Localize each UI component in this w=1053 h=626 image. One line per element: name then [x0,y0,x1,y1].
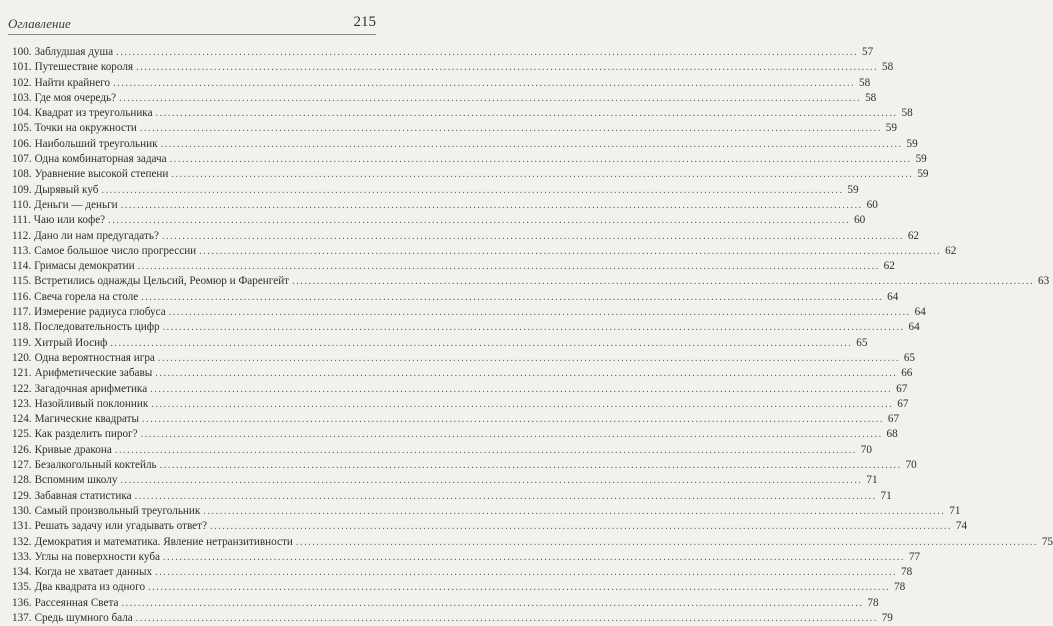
page-number: 215 [353,14,376,30]
entry-number: 131. [12,520,32,533]
toc-entry [12,473,878,488]
entry-number: 117. [12,306,32,319]
dot-leader [169,305,911,320]
entry-number: 106. [12,137,32,150]
entry-title: Как разделить пирог? [34,428,138,441]
entry-number: 135. [12,581,32,594]
entry-title: Безалкогольный коктейль [34,459,157,472]
entry-page-number: 62 [945,244,957,257]
section-title: Оглавление [8,16,71,31]
entry-number: 103. [12,91,32,104]
entry-title: Хитрый Иосиф [34,336,108,349]
entry-page-number: 58 [901,107,913,120]
entry-title: Загадочная арифметика [34,382,148,395]
entry-page-number: 70 [905,459,917,472]
table-of-contents [12,45,1053,626]
entry-title: Последовательность цифр [34,321,160,334]
entry-number: 107. [12,153,32,166]
dot-leader [116,45,858,60]
entry-title: Забавная статистика [34,489,132,502]
entry-title: Одна комбинаторная задача [34,153,167,166]
dot-leader [156,106,898,121]
entry-page-number: 62 [907,229,920,242]
entry-number: 119. [12,336,32,349]
entry-number: 127. [12,459,32,472]
entry-title: Измерение радиуса глобуса [34,306,166,319]
entry-number: 128. [12,474,32,487]
dot-leader [115,443,857,458]
entry-title: Самый произвольный треугольник [34,504,201,517]
toc-entry [12,504,961,519]
entry-title: Наибольший треугольник [34,137,158,150]
dot-leader [160,458,902,473]
toc-entry [12,121,897,136]
dot-leader [136,611,878,626]
entry-page-number: 64 [887,290,899,303]
entry-page-number: 79 [881,611,893,624]
toc-entry [12,550,921,565]
entry-number: 121. [12,367,32,380]
entry-number: 124. [12,413,32,426]
entry-page-number: 58 [882,61,894,74]
entry-page-number: 71 [880,489,892,502]
entry-title: Одна вероятностная игра [34,351,155,364]
dot-leader [199,244,941,259]
entry-title: Углы на поверхности куба [34,550,161,563]
toc-entry [12,427,898,442]
entry-page-number: 70 [860,443,872,456]
dot-leader [135,489,877,504]
toc-entry [12,229,920,244]
entry-title: Назойливый поклонник [34,397,149,410]
toc-entry [12,274,1050,289]
toc-entry [12,152,927,167]
entry-title: Демократия и математика. Явление нетранзитивности [34,535,293,548]
entry-number: 137. [12,611,32,624]
toc-entry [12,106,913,121]
entry-title: Квадрат из треугольника [34,107,153,120]
dot-leader [296,535,1038,550]
entry-title: Решать задачу или угадывать ответ? [34,520,207,533]
toc-entry [12,60,894,75]
toc-entry [12,167,929,182]
entry-title: Заблудшая душа [34,46,114,58]
entry-title: Вспомним школу [34,474,118,487]
entry-page-number: 67 [887,413,900,426]
entry-page-number: 68 [886,428,898,441]
entry-page-number: 58 [859,76,871,89]
entry-number: 105. [12,122,32,135]
dot-leader [121,198,863,213]
toc-entry [12,290,899,305]
toc-entry [12,244,957,259]
entry-number: 123. [12,397,32,410]
entry-title: Дырявый куб [34,183,99,196]
entry-page-number: 74 [955,520,968,533]
entry-title: Чаю или кофе? [33,214,106,227]
entry-number: 136. [12,596,32,609]
entry-page-number: 67 [896,382,908,395]
dot-leader [155,565,897,580]
entry-number: 102. [12,76,32,89]
dot-leader [155,366,897,381]
entry-page-number: 71 [949,504,961,517]
entry-number: 110. [12,198,32,211]
entry-title: Свеча горела на столе [34,290,139,303]
entry-title: Где моя очередь? [34,91,117,104]
entry-page-number: 65 [903,351,915,364]
entry-page-number: 57 [862,46,874,58]
toc-entry [12,443,872,458]
dot-leader [142,412,884,427]
toc-entry [12,382,908,397]
entry-title: Дано ли нам предугадать? [34,229,159,242]
entry-page-number: 77 [908,550,921,563]
toc-entry [12,137,918,152]
entry-title: Встретились однажды Цельсий, Реомюр и Фаренгейт [34,275,290,288]
dot-leader [108,213,850,228]
entry-title: Гримасы демократии [34,260,135,273]
dot-leader [203,504,945,519]
page-header [8,12,376,35]
entry-page-number: 65 [856,336,868,349]
entry-number: 134. [12,566,32,579]
toc-entry [12,535,1053,550]
entry-title: Рассеянная Света [34,596,119,609]
dot-leader [170,152,912,167]
dot-leader [161,137,903,152]
dot-leader [158,351,900,366]
entry-page-number: 64 [914,306,926,319]
toc-entry [12,611,893,626]
dot-leader [292,274,1034,289]
entry-title: Средь шумного бала [34,611,133,624]
toc-entry [12,397,909,412]
entry-page-number: 64 [908,321,920,334]
dot-leader [141,427,883,442]
dot-leader [101,183,843,198]
entry-title: Самое большое число прогрессии [34,244,197,257]
dot-leader [120,473,862,488]
entry-title: Путешествие короля [34,61,134,74]
entry-page-number: 59 [847,183,859,196]
entry-number: 112. [12,229,32,242]
entry-number: 126. [12,443,32,456]
toc-entry [12,213,866,228]
toc-entry [12,320,920,335]
entry-number: 132. [12,535,32,548]
entry-title: Точки на окружности [34,122,137,135]
entry-page-number: 59 [915,153,927,166]
toc-entry [12,519,968,534]
entry-page-number: 66 [901,367,913,380]
entry-page-number: 67 [897,397,909,410]
toc-entry [12,580,906,595]
toc-entry [12,596,879,611]
entry-number: 115. [12,275,32,288]
entry-number: 111. [12,214,31,227]
entry-number: 129. [12,489,32,502]
dot-leader [151,397,893,412]
entry-number: 108. [12,168,32,181]
entry-title: Арифметические забавы [34,367,153,380]
toc-entry [12,45,874,60]
toc-entry [12,76,871,91]
entry-title: Два квадрата из одного [34,581,146,594]
entry-page-number: 63 [1038,275,1050,288]
entry-number: 100. [12,46,32,58]
toc-entry [12,183,859,198]
dot-leader [121,596,863,611]
entry-number: 122. [12,382,32,395]
entry-page-number: 59 [885,122,897,135]
entry-number: 109. [12,183,32,196]
entry-title: Найти крайнего [34,76,111,89]
dot-leader [163,320,905,335]
entry-title: Кривые дракона [34,443,112,456]
dot-leader [141,290,883,305]
entry-number: 114. [12,260,32,273]
toc-entry [12,259,895,274]
entry-title: Уравнение высокой степени [34,168,169,181]
entry-page-number: 60 [866,198,878,211]
toc-entry [12,366,913,381]
dot-leader [150,382,892,397]
entry-title: Когда не хватает данных [34,566,153,579]
entry-number: 101. [12,61,32,74]
toc-entry [12,489,892,504]
entry-page-number: 59 [917,168,929,181]
entry-title: Деньги — деньги [34,198,118,211]
toc-entry [12,305,926,320]
toc-entry [12,336,868,351]
dot-leader [136,60,878,75]
toc-entry [12,91,877,106]
dot-leader [138,259,880,274]
entry-number: 104. [12,107,32,120]
toc-entry [12,565,913,580]
dot-leader [140,121,882,136]
entry-page-number: 78 [893,581,906,594]
entry-page-number: 78 [867,596,879,609]
toc-entry [12,198,878,213]
entry-page-number: 62 [883,260,895,273]
toc-entry [12,412,900,427]
dot-leader [110,336,852,351]
dot-leader [148,580,890,595]
entry-number: 130. [12,504,32,517]
entry-number: 133. [12,550,32,563]
dot-leader [210,519,952,534]
toc-entry [12,351,915,366]
entry-number: 118. [12,321,32,334]
entry-page-number: 71 [866,474,878,487]
dot-leader [162,229,904,244]
dot-leader [163,550,905,565]
entry-page-number: 60 [854,214,866,227]
entry-page-number: 75 [1041,535,1053,548]
entry-number: 125. [12,428,32,441]
entry-number: 113. [12,244,32,257]
dot-leader [171,167,913,182]
entry-number: 120. [12,351,32,364]
entry-page-number: 59 [906,137,918,150]
entry-title: Магические квадраты [34,413,139,426]
toc-entry [12,458,917,473]
entry-page-number: 78 [901,566,913,579]
dot-leader [113,76,855,91]
entry-number: 116. [12,290,32,303]
entry-page-number: 58 [865,91,877,104]
dot-leader [119,91,861,106]
